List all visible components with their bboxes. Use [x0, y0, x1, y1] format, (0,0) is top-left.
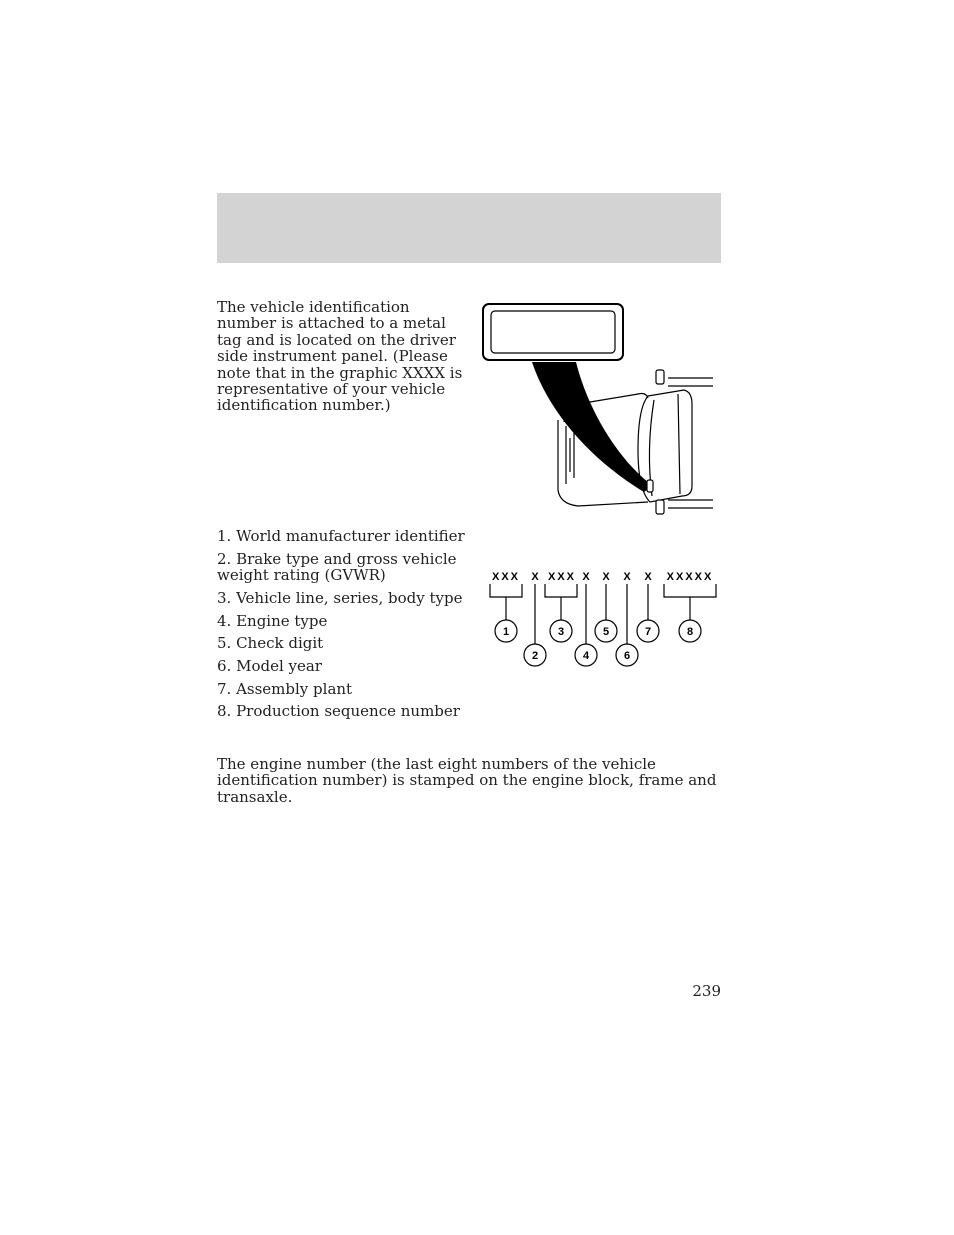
callout-label-7: 7	[644, 626, 652, 638]
list-item: 5. Check digit	[217, 634, 324, 653]
vin-group-5: X	[602, 571, 610, 583]
vin-group-2: X	[531, 571, 539, 583]
callout-label-1: 1	[502, 626, 510, 638]
vin-group-4: X	[582, 571, 590, 583]
vin-tag-location	[647, 480, 653, 492]
list-item: 2. Brake type and gross vehicle weight rating (GVWR)	[217, 549, 457, 585]
callout-label-8: 8	[686, 626, 694, 638]
vin-location-illustration	[478, 300, 718, 522]
vin-group-8: XXXXX	[666, 571, 714, 583]
vin-plate-inner	[491, 311, 615, 353]
callout-label-4: 4	[582, 650, 590, 662]
callout-label-2: 2	[531, 650, 539, 662]
list-item: 7. Assembly plant	[217, 679, 353, 698]
vin-group-3: XXX	[547, 571, 577, 583]
header-band	[217, 193, 721, 263]
vin-group-6: X	[623, 571, 631, 583]
page-number: 239	[692, 982, 721, 1000]
list-item: 8. Production sequence number	[217, 702, 460, 721]
bracket-1	[490, 584, 522, 620]
vin-group-7: X	[644, 571, 652, 583]
bracket-3	[545, 584, 577, 620]
mirror-bottom	[656, 500, 664, 514]
callout-label-6: 6	[623, 650, 631, 662]
engine-number-paragraph: The engine number (the last eight numbers of the vehicle identification number) is stamped on the engine block, frame and transaxle.	[217, 755, 717, 806]
intro-paragraph: The vehicle identification number is attached to a metal tag and is located on the driver side instrument panel. (Please note that in the graphic XXXX is representative of your vehicle identification number.)	[217, 298, 463, 415]
vin-group-1: XXX	[491, 571, 521, 583]
vin-component-list	[217, 528, 472, 726]
bracket-8	[664, 584, 716, 620]
callout-label-3: 3	[557, 626, 565, 638]
callout-beam	[532, 362, 653, 492]
list-item: 6. Model year	[217, 656, 322, 675]
list-item: 1. World manufacturer identifier	[217, 527, 465, 545]
list-item: 4. Engine type	[217, 611, 328, 630]
vin-breakdown-diagram	[484, 564, 724, 670]
callout-label-5: 5	[602, 626, 610, 638]
mirror-top	[656, 370, 664, 384]
list-item: 3. Vehicle line, series, body type	[217, 588, 463, 607]
